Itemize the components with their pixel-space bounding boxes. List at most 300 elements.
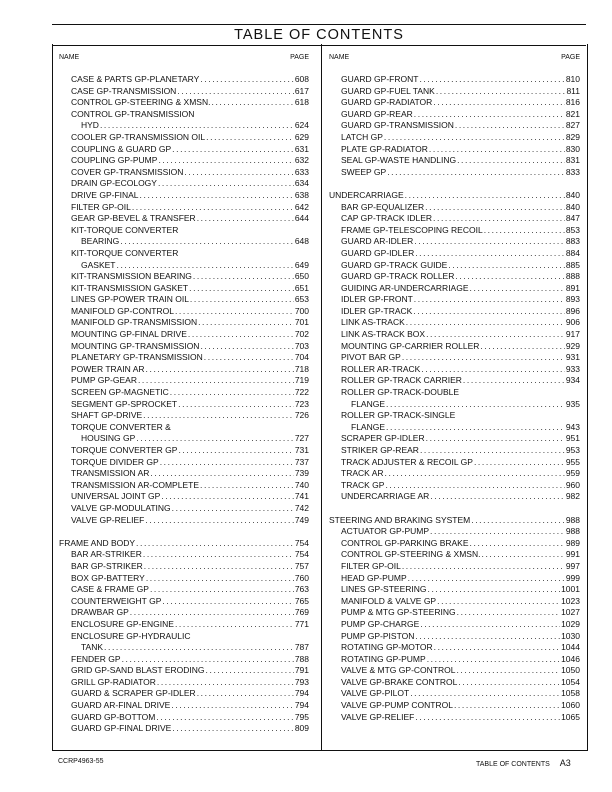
leader-dots [143,410,294,422]
entry-name: MOUNTING GP-FINAL DRIVE [71,329,187,340]
left-entries [59,74,309,735]
entry-name: STRIKER GP-REAR [341,445,419,455]
toc-entry[interactable] [59,457,309,469]
toc-entry[interactable] [329,468,580,480]
toc-section-entry[interactable] [59,538,309,550]
entry-name: DRAIN GP-ECOLOGY [71,178,157,189]
entry-name: TANK [81,642,104,653]
toc-entry[interactable] [329,480,580,492]
entry-page-number: 888 [565,271,580,282]
toc-entry[interactable] [59,688,309,700]
leader-dots [200,74,293,86]
toc-section-entry[interactable] [329,515,580,527]
entry-page-number: 1065 [561,711,580,722]
toc-entry[interactable] [329,688,580,700]
entry-name: SWEEP GP [341,166,387,177]
toc-entry[interactable] [329,433,580,445]
toc-entry[interactable] [59,236,309,248]
entry-name: GUARD GP-FINAL DRIVE [71,723,172,734]
toc-entry[interactable] [329,109,580,121]
toc-entry[interactable] [329,549,580,561]
entry-page-number: 794 [294,688,309,699]
toc-entry[interactable] [329,341,580,353]
toc-entry[interactable] [329,364,580,376]
entry-page-number: 795 [294,711,309,722]
footer-section [476,758,571,768]
entry-name: TORQUE DIVIDER GP [71,456,159,467]
leader-dots [122,654,294,666]
leader-dots [206,665,294,677]
toc-entry[interactable] [59,515,309,527]
toc-entry-heading [329,387,580,399]
toc-entry[interactable] [329,120,580,132]
entry-name: GRILL GP-RADIATOR [71,676,156,687]
leader-dots [158,155,293,167]
leader-dots [120,236,294,248]
toc-entry[interactable] [59,271,309,283]
leader-dots [415,631,560,643]
column-divider [321,44,322,750]
toc-entry[interactable] [329,457,580,469]
toc-entry[interactable] [59,433,309,445]
entry-name: FILTER GP-OIL [341,560,401,571]
entry-name: CASE & PARTS GP-PLANETARY [71,74,200,84]
entry-name: CONTROL GP-PARKING BRAKE [341,537,469,548]
toc-entry[interactable] [59,155,309,167]
toc-entry[interactable] [59,329,309,341]
leader-dots [100,120,294,132]
entry-page-number: 884 [565,247,580,258]
entry-name: TORQUE CONVERTER & [71,421,171,432]
entry-page-number: 929 [565,340,580,351]
page-header: PAGE [561,54,580,61]
toc-entry[interactable] [59,190,309,202]
leader-dots [172,503,294,515]
entry-name: ROTATING GP-PUMP [341,653,426,664]
footer-doc-id: CCRP4963-55 [58,758,104,765]
toc-entry[interactable] [59,654,309,666]
entry-name: PLANETARY GP-TRANSMISSION [71,352,203,363]
leader-dots [189,283,294,295]
entry-page-number: 726 [294,410,309,421]
leader-dots [157,677,294,689]
entry-page-number: 649 [294,259,309,270]
toc-entry[interactable] [329,144,580,156]
entry-name: FLANGE [351,421,386,432]
toc-entry[interactable] [59,178,309,190]
entry-name: VALVE GP-BRAKE CONTROL [341,676,458,687]
entry-name: VALVE GP-MODULATING [71,502,171,513]
entry-name: BEARING [81,236,120,247]
leader-dots [170,387,294,399]
toc-entry[interactable] [59,213,309,225]
entry-page-number: 791 [294,665,309,676]
entry-page-number: 847 [565,213,580,224]
leader-dots [430,491,564,503]
entry-name: TRACK ADJUSTER & RECOIL GP [341,456,473,467]
toc-entry[interactable] [59,317,309,329]
leader-dots [387,167,565,179]
footer-page-number: A3 [559,758,571,768]
entry-name: GUARD GP-TRACK GUIDE [341,259,448,270]
leader-dots [175,619,294,631]
toc-entry[interactable] [59,445,309,457]
toc-entry[interactable] [329,167,580,179]
entry-name: PUMP GP-PISTON [341,630,415,641]
leader-dots [458,677,560,689]
toc-entry[interactable] [329,677,580,689]
entry-page-number: 997 [565,560,580,571]
toc-entry[interactable] [329,283,580,295]
entry-name: TRACK GP [341,479,385,490]
entry-name: GUARD AR-IDLER [341,236,414,247]
toc-entry[interactable] [59,700,309,712]
entry-page-number: 718 [294,363,309,374]
entry-name: GRID GP-SAND BLAST ERODING [71,665,205,676]
entry-name: VALVE GP-RELIEF [71,514,145,525]
leader-dots [158,178,294,190]
entry-name: MOUNTING GP-TRANSMISSION [71,340,200,351]
toc-entry[interactable] [329,526,580,538]
leader-dots [420,619,560,631]
toc-entry[interactable] [329,306,580,318]
toc-entry[interactable] [59,260,309,272]
entry-page-number: 742 [294,502,309,513]
toc-entry[interactable] [59,712,309,724]
leader-dots [385,480,564,492]
entry-name: PUMP GP-CHARGE [341,618,420,629]
toc-entry[interactable] [59,549,309,561]
entry-page-number: 1023 [561,595,580,606]
toc-entry[interactable] [59,375,309,387]
toc-entry[interactable] [329,596,580,608]
leader-dots [474,457,565,469]
entry-page-number: 827 [565,120,580,131]
toc-entry[interactable] [59,399,309,411]
toc-entry[interactable] [329,132,580,144]
leader-dots [146,573,294,585]
entry-name: ROLLER AR-TRACK [341,363,421,374]
leader-dots [132,202,294,214]
leader-dots [384,132,565,144]
entry-name: CAP GP-TRACK IDLER [341,213,433,224]
entry-name: HYD [81,120,99,131]
leader-dots [405,190,565,202]
leader-dots [436,86,566,98]
entry-name: DRAWBAR GP [71,607,129,618]
toc-entry[interactable] [329,665,580,677]
toc-entry[interactable] [59,364,309,376]
leader-dots [480,341,564,353]
entry-name: GUARD GP-TRACK ROLLER [341,271,455,282]
toc-entry[interactable] [329,375,580,387]
toc-entry[interactable] [329,573,580,585]
toc-entry[interactable] [329,248,580,260]
toc-entry[interactable] [329,642,580,654]
entry-name: CASE GP-TRANSMISSION [71,85,177,96]
entry-page-number: 617 [294,85,309,96]
leader-dots [420,445,565,457]
entry-page-number: 933 [565,363,580,374]
toc-entry[interactable] [59,74,309,86]
toc-entry[interactable] [329,399,580,411]
entry-page-number: 1029 [561,618,580,629]
toc-entry[interactable] [59,561,309,573]
leader-dots [414,294,565,306]
toc-entry[interactable] [329,97,580,109]
toc-entry[interactable] [329,294,580,306]
leader-dots [193,271,294,283]
entry-name: MANIFOLD GP-CONTROL [71,305,174,316]
entry-name: TRACK AR [341,468,384,479]
toc-entry[interactable] [329,225,580,237]
leader-dots [172,723,294,735]
toc-entry[interactable] [59,619,309,631]
toc-entry[interactable] [59,387,309,399]
entry-page-number: 917 [565,329,580,340]
leader-dots [481,549,564,561]
entry-page-number: 723 [294,398,309,409]
toc-entry[interactable] [59,584,309,596]
leader-dots [430,526,565,538]
leader-dots [138,375,294,387]
entry-page-number: 722 [294,387,309,398]
leader-dots [463,375,565,387]
entry-page-number: 831 [565,155,580,166]
toc-entry[interactable] [329,607,580,619]
leader-dots [433,213,565,225]
toc-entry[interactable] [59,491,309,503]
toc-entry[interactable] [59,120,309,132]
entry-name: ENCLOSURE GP-HYDRAULIC [71,630,191,641]
entry-page-number: 631 [294,143,309,154]
entry-name: BAR AR-STRIKER [71,549,142,560]
toc-entry[interactable] [329,155,580,167]
footer-section-label: TABLE OF CONTENTS [476,761,550,768]
toc-entry[interactable] [329,712,580,724]
leader-dots [197,688,294,700]
leader-dots [136,538,294,550]
leader-dots [421,364,564,376]
toc-entry[interactable] [329,538,580,550]
toc-entry[interactable] [59,723,309,735]
entry-page-number: 891 [565,282,580,293]
leader-dots [136,433,294,445]
toc-entry[interactable] [59,480,309,492]
toc-entry[interactable] [329,86,580,98]
entry-page-number: 701 [294,317,309,328]
leader-dots [104,642,294,654]
entry-page-number: 638 [294,189,309,200]
toc-entry[interactable] [329,700,580,712]
leader-dots [426,433,565,445]
toc-entry[interactable] [329,631,580,643]
toc-entry[interactable] [59,341,309,353]
entry-page-number: 740 [294,479,309,490]
leader-dots [156,712,293,724]
leader-dots [178,399,294,411]
toc-entry-heading [59,109,309,121]
toc-entry[interactable] [59,573,309,585]
toc-entry[interactable] [59,283,309,295]
entry-name: TRANSMISSION AR-COMPLETE [71,479,199,490]
entry-name: FILTER GP-OIL [71,201,131,212]
entry-page-number: 906 [565,317,580,328]
entry-name: ENCLOSURE GP-ENGINE [71,618,174,629]
entry-name: ROLLER GP-TRACK-SINGLE [341,410,456,421]
entry-name: COUPLING GP-PUMP [71,155,158,166]
entry-page-number: 608 [294,74,309,84]
entry-name: IDLER GP-TRACK [341,305,413,316]
entry-page-number: 739 [294,468,309,479]
entry-page-number: 989 [565,537,580,548]
entry-name: TRANSMISSION AR [71,468,150,479]
entry-name: MANIFOLD GP-TRANSMISSION [71,317,198,328]
entry-name: STEERING AND BRAKING SYSTEM [329,514,471,525]
leader-dots [211,97,293,109]
entry-name: COUPLING & GUARD GP [71,143,172,154]
entry-page-number: 1001 [561,584,580,595]
entry-name: CONTROL GP-STEERING & XMSN. [341,549,481,560]
entry-name: LINK AS-TRACK BOX [341,329,426,340]
leader-dots [428,584,561,596]
entry-page-number: 634 [294,178,309,189]
entry-page-number: 633 [294,166,309,177]
toc-entry[interactable] [59,665,309,677]
entry-page-number: 648 [294,236,309,247]
entry-page-number: 991 [565,549,580,560]
entry-name: HOUSING GP [81,433,136,444]
toc-entry[interactable] [329,445,580,457]
leader-dots [425,202,565,214]
entry-name: DRIVE GP-FINAL [71,189,139,200]
toc-entry-heading [59,225,309,237]
entry-name: GUARD GP-FRONT [341,74,419,84]
entry-page-number: 943 [565,421,580,432]
entry-page-number: 840 [565,189,580,200]
leader-dots [145,515,293,527]
toc-entry[interactable] [329,213,580,225]
leader-dots [171,700,293,712]
entry-page-number: 700 [294,305,309,316]
toc-entry[interactable] [329,74,580,86]
leader-dots [429,144,565,156]
entry-name: ROLLER GP-TRACK CARRIER [341,375,462,386]
toc-entry[interactable] [329,561,580,573]
leader-dots [406,317,565,329]
toc-entry[interactable] [59,677,309,689]
entry-name: SCREEN GP-MAGNETIC [71,387,169,398]
toc-entry[interactable] [59,306,309,318]
toc-entry[interactable] [59,607,309,619]
entry-name: ROTATING GP-MOTOR [341,642,433,653]
toc-entry[interactable] [329,329,580,341]
leader-dots [197,213,294,225]
entry-page-number: 953 [565,445,580,455]
toc-entry[interactable] [329,202,580,214]
toc-entry[interactable] [59,132,309,144]
leader-dots [190,294,294,306]
leader-dots [150,468,293,480]
toc-entry[interactable] [329,236,580,248]
toc-entry[interactable] [59,86,309,98]
entry-name: SEGMENT GP-SPROCKET [71,398,178,409]
leader-dots [386,422,565,434]
entry-name: KIT-TORQUE CONVERTER [71,247,179,258]
entry-name: PLATE GP-RADIATOR [341,143,428,154]
toc-entry[interactable] [59,410,309,422]
entry-name: GUARD GP-REAR [341,108,413,119]
entry-name: BAR GP-STRIKER [71,560,143,571]
entry-name: VALVE & MTG GP-CONTROL [341,665,456,676]
toc-entry[interactable] [329,352,580,364]
entry-page-number: 1027 [561,607,580,618]
entry-page-number: 731 [294,445,309,455]
toc-entry[interactable] [329,619,580,631]
leader-dots [433,97,565,109]
entry-page-number: 959 [565,468,580,479]
leader-dots [177,86,293,98]
entry-page-number: 999 [565,572,580,583]
toc-entry[interactable] [329,271,580,283]
entry-name: ACTUATOR GP-PUMP [341,526,429,537]
toc-entry[interactable] [59,144,309,156]
leader-dots [402,352,565,364]
toc-entry[interactable] [59,642,309,654]
toc-entry[interactable] [329,654,580,666]
entry-page-number: 653 [294,294,309,305]
name-header: NAME [329,54,350,61]
leader-dots [198,317,294,329]
entry-name: PUMP & MTG GP-STEERING [341,607,456,618]
entry-name: GUARD GP-IDLER [341,247,415,258]
toc-entry[interactable] [59,97,309,109]
toc-entry[interactable] [59,167,309,179]
entry-name: FRAME AND BODY [59,537,136,548]
toc-entry[interactable] [329,584,580,596]
entry-page-number: 704 [294,352,309,363]
toc-entry[interactable] [329,260,580,272]
leader-dots [150,584,294,596]
entry-page-number: 1030 [561,630,580,641]
toc-entry[interactable] [59,503,309,515]
toc-section-entry[interactable] [329,190,580,202]
toc-entry[interactable] [329,422,580,434]
entry-name: COUNTERWEIGHT GP [71,595,162,606]
entry-name: GUARD & SCRAPER GP-IDLER [71,688,196,699]
toc-entry[interactable] [329,491,580,503]
toc-entry-heading [59,248,309,260]
leader-dots [413,306,564,318]
entry-page-number: 896 [565,305,580,316]
entry-name: SEAL GP-WASTE HANDLING [341,155,457,166]
toc-entry[interactable] [59,596,309,608]
toc-entry[interactable] [59,202,309,214]
leader-dots [140,190,294,202]
entry-page-number: 650 [294,271,309,282]
entry-name: CASE & FRAME GP [71,584,149,595]
toc-entry[interactable] [59,468,309,480]
entry-page-number: 754 [294,537,309,548]
entry-name: MOUNTING GP-CARRIER ROLLER [341,340,480,351]
entry-page-number: 821 [565,108,580,119]
toc-entry[interactable] [59,294,309,306]
toc-entry[interactable] [59,352,309,364]
right-entries [329,74,580,723]
entry-page-number: 840 [565,201,580,212]
toc-entry[interactable] [329,317,580,329]
entry-page-number: 934 [565,375,580,386]
